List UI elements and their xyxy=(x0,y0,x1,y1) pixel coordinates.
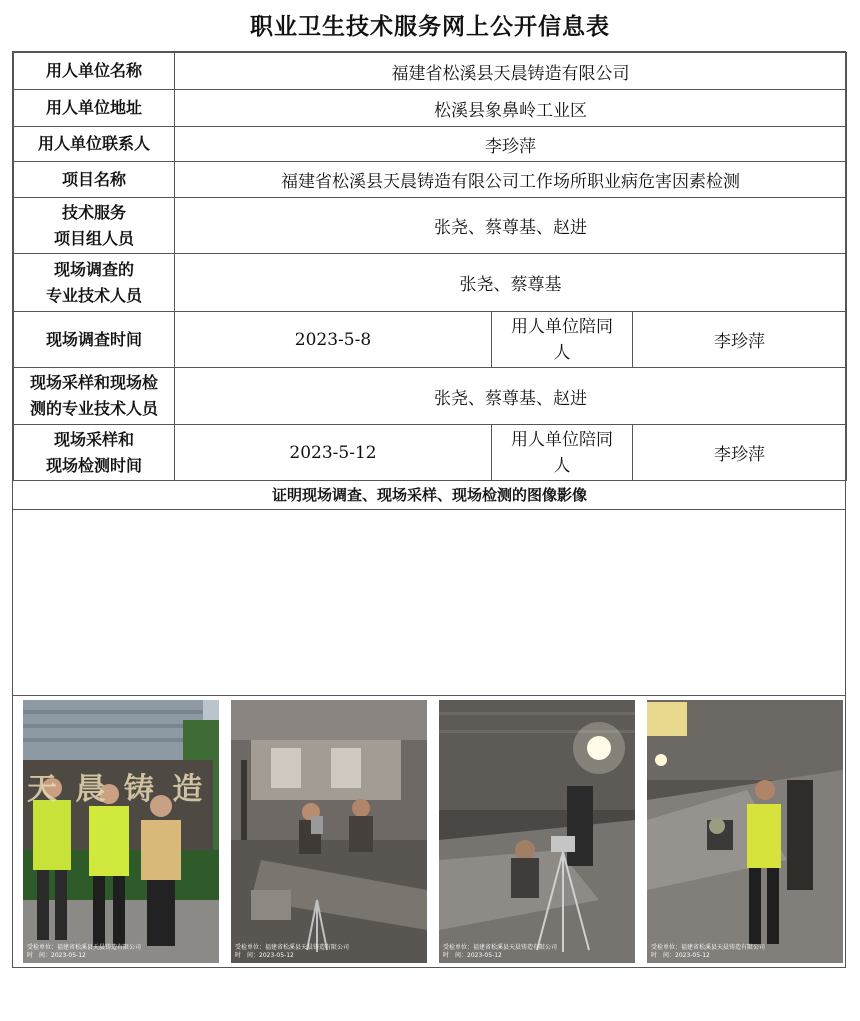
row-employer-address xyxy=(14,90,847,127)
label-employer-contact: 用人单位联系人 xyxy=(14,127,175,162)
row-team xyxy=(14,198,847,254)
caption-time: 时 间：2023-05-12 xyxy=(443,952,502,959)
page-title: 职业卫生技术服务网上公开信息表 xyxy=(250,14,610,40)
label-employer-address: 用人单位地址 xyxy=(14,90,175,127)
caption-unit: 受检单位：福建省松溪县天晨铸造有限公司 xyxy=(27,944,142,951)
label-sampling-time xyxy=(14,425,175,481)
label-sampling-time-line2: 现场检测时间 xyxy=(45,455,142,475)
caption-time: 时 间：2023-05-12 xyxy=(27,952,86,959)
label-survey-companion xyxy=(492,312,633,368)
caption-unit: 受检单位：福建省松溪县天晨铸造有限公司 xyxy=(651,944,766,951)
row-sampling-staff xyxy=(14,368,847,425)
label-sampling-companion xyxy=(492,425,633,481)
label-team-line2: 项目组人员 xyxy=(53,228,134,248)
label-sampling-time-line1: 现场采样和 xyxy=(53,429,134,449)
photo-caption xyxy=(443,944,557,960)
label-survey-staff xyxy=(14,254,175,312)
workshop-photo-image xyxy=(231,700,427,963)
label-survey-companion-line1: 用人单位陪同 xyxy=(511,316,613,337)
value-survey-staff: 张尧、蔡尊基 xyxy=(175,254,847,312)
label-team-line1: 技术服务 xyxy=(61,202,126,222)
label-project-name: 项目名称 xyxy=(14,162,175,198)
value-team: 张尧、蔡尊基、赵进 xyxy=(175,198,847,254)
label-survey-staff-line1: 现场调查的 xyxy=(53,259,134,279)
label-employer-name: 用人单位名称 xyxy=(14,53,175,90)
caption-unit: 受检单位：福建省松溪县天晨铸造有限公司 xyxy=(235,944,350,951)
company-sign-text: 天 晨 铸 造 xyxy=(27,772,207,807)
value-employer-address: 松溪县象鼻岭工业区 xyxy=(175,90,847,127)
row-survey-time xyxy=(14,312,847,368)
label-sampling-staff-line2: 测的专业技术人员 xyxy=(29,399,158,418)
label-team xyxy=(14,198,175,254)
site-photo-workshop xyxy=(231,700,427,963)
label-sampling-companion-line2: 人 xyxy=(553,455,571,476)
sampling-photo-image xyxy=(439,700,635,963)
label-sampling-staff xyxy=(14,368,175,425)
row-survey-staff xyxy=(14,254,847,312)
photo-row xyxy=(13,695,846,968)
row-employer-name xyxy=(14,53,847,90)
photo-caption xyxy=(235,944,349,960)
label-survey-staff-line2: 专业技术人员 xyxy=(45,285,142,305)
row-project-name xyxy=(14,162,847,198)
row-employer-contact xyxy=(14,127,847,162)
value-project-name: 福建省松溪县天晨铸造有限公司工作场所职业病危害因素检测 xyxy=(175,162,847,198)
value-employer-contact: 李珍萍 xyxy=(175,127,847,162)
value-sampling-staff: 张尧、蔡尊基、赵进 xyxy=(175,368,847,425)
info-table xyxy=(13,52,847,481)
value-sampling-companion: 李珍萍 xyxy=(633,425,847,481)
photo-caption xyxy=(651,944,765,960)
caption-unit: 受检单位：福建省松溪县天晨铸造有限公司 xyxy=(443,944,558,951)
caption-time: 时 间：2023-05-12 xyxy=(235,952,294,959)
caption-time: 时 间：2023-05-12 xyxy=(651,952,710,959)
row-sampling-time xyxy=(14,425,847,481)
value-sampling-date: 2023-5-12 xyxy=(175,425,492,481)
label-sampling-companion-line1: 用人单位陪同 xyxy=(511,429,613,450)
label-survey-time: 现场调查时间 xyxy=(14,312,175,368)
photo-caption xyxy=(27,944,141,960)
label-survey-companion-line2: 人 xyxy=(553,342,571,363)
site-photo-technician xyxy=(647,700,843,963)
site-photo-group xyxy=(23,700,219,963)
group-photo-image xyxy=(23,700,219,963)
value-survey-date: 2023-5-8 xyxy=(175,312,492,368)
technician-photo-image xyxy=(647,700,843,963)
site-photo-sampling xyxy=(439,700,635,963)
value-employer-name: 福建省松溪县天晨铸造有限公司 xyxy=(175,53,847,90)
label-sampling-staff-line1: 现场采样和现场检 xyxy=(29,373,158,392)
photo-section-heading: 证明现场调查、现场采样、现场检测的图像影像 xyxy=(13,482,846,510)
value-survey-companion: 李珍萍 xyxy=(633,312,847,368)
